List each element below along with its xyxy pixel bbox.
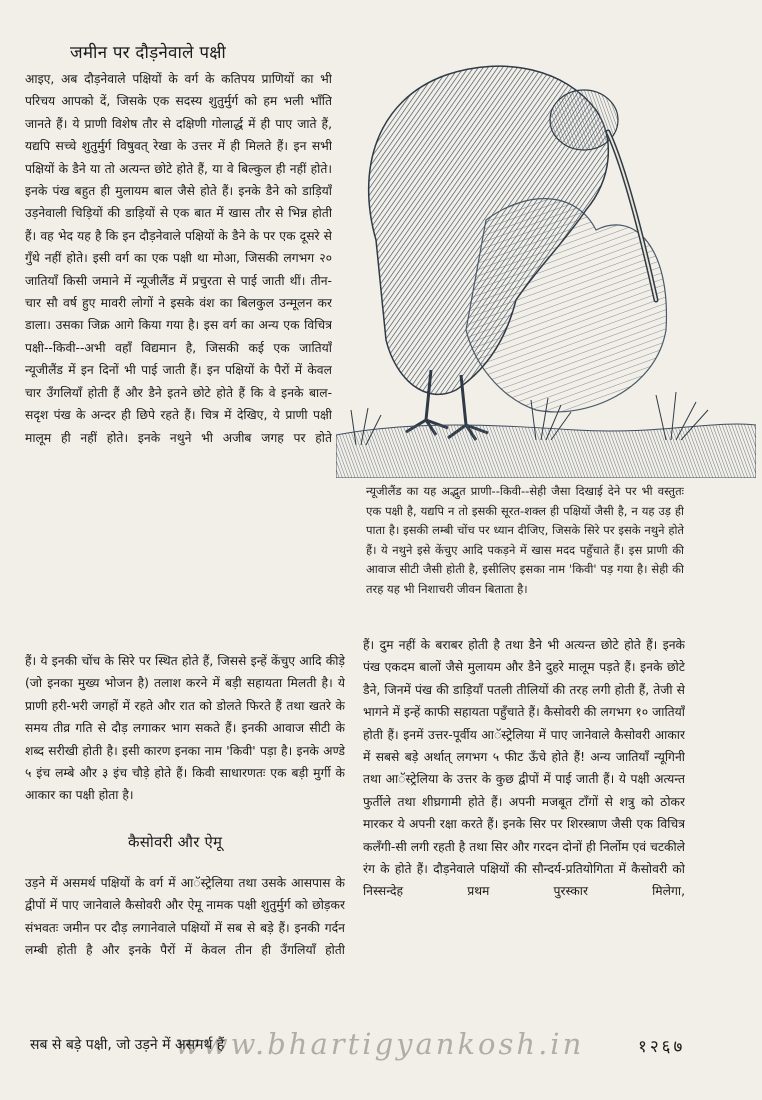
section-heading-cassowary: कैसोवरी और ऐमू (128, 833, 223, 851)
right-column-text: हैं। दुम नहीं के बराबर होती है तथा डैने भी अत्यन्त छोटे होते हैं। इनके पंख एकदम बालों जैसे मुलायम और डैने दुहरे मालूम पड़ते हैं। इनके छोटे डैने, जिनमें पंख की डाड़ियाँ पतली तीलियों की तरह लगी होती हैं, तेजी से भागने में इन्हें काफी सहायता पहुँचाते हैं। कैसोवरी की लगभग १० जातियाँ होती हैं। इनमें उत्तर-पूर्वीय आॅस्ट्रेलिया में पाए जानेवाले कैसोवरी आकार में सबसे बड़े अर्थात् लगभग ५ फीट ऊँचे होते हैं! अन्य जातियाँ न्यूगिनी तथा आॅस्ट्रेलिया के उत्तर के कुछ द्वीपों में पाई जाती हैं। ये पक्षी अत्यन्त फुर्तीले तथा शीघ्रगामी होते हैं। अपनी मजबूत टाँगों से शत्रु को ठोकर मारकर ये अपनी रक्षा करते हैं। इनके सिर पर शिरस्त्राण जैसी एक विचित्र कलँगी-सी लगी रहती है तथा सिर और गरदन दोनों ही निर्लोम एवं चटकीले रंग के होते हैं। दौड़नेवाले पक्षियों की सौन्दर्य-प्रतियोगिता में कैसोवरी को निस्सन्देह प्रथम पुरस्कार मिलेगा, (363, 638, 685, 899)
left-column-intro-text: आइए, अब दौड़नेवाले पक्षियों के वर्ग के कतिपय प्राणियों का भी परिचय आपको दें, जिसके एक सदस्य शुतुर्मुर्ग को हम भली भाँति जानते हैं। ये प्राणी विशेष तौर से दक्षिणी गोलार्द्ध में ही पाए जाते हैं, यद्यपि सच्चे शुतुर्मुर्ग विषुवत् रेखा के उत्तर में ही मिलते हैं। इन सभी पक्षियों के डैने या तो अत्यन्त छोटे होते हैं, या वे बिल्कुल ही नहीं होते। इनके पंख बहुत ही मुलायम बाल जैसे होते हैं। इनके डैने को डाड़ियाँ उड़नेवाली चिड़ियों की डाड़ियों से एक बात में खास तौर से भिन्न होती हैं। वह भेद यह है कि इन दौड़नेवाले पक्षियों के डैने के पर एक दूसरे से गुँथे नहीं होते। इसी वर्ग का एक पक्षी था मोआ, जिसकी लगभग २० जातियाँ किसी जमाने में न्यूजीलैंड में प्रचुरता से पाई जाती थीं। तीन-चार सौ वर्ष हुए मावरी लोगों ने इसके वंश का बिलकुल उन्मूलन कर डाला। उसका जिक्र आगे किया गया है। इस वर्ग का अन्य एक विचित्र पक्षी--किवी--अभी वहाँ विद्यमान है, जिसकी कई एक जातियाँ न्यूजीलैंड में इन दिनों भी पाई जाती हैं। इन पक्षियों के पैरों में केवल चार उँगलियाँ होती हैं और डैने इतने छोटे होते हैं कि वे इनके बाल-सदृश पंख के अन्दर ही छिपे रहते हैं। चित्र में देखिए, ये प्राणी पक्षी मालूम ही नहीं होते। इनके नथुने भी अजीब जगह पर होते (25, 72, 332, 445)
illustration-caption: न्यूजीलैंड का यह अद्भुत प्राणी--किवी--सेही जैसा दिखाई देने पर भी वस्तुतः एक पक्षी है, यद्यपि न तो इसकी सूरत-शक्ल ही पक्षियों जैसी है, न यह उड़ ही पाता है। इसकी लम्बी चोंच पर ध्यान दीजिए, जिसके सिरे पर इसके नथुने होते हैं। ये नथुने इसे केंचुए आदि पकड़ने में खास मदद पहुँचाते हैं। इस प्राणी की आवाज सीटी जैसी होती है, इसीलिए इसका नाम 'किवी' पड़ गया है। सेही की तरह यह भी निशाचरी जीवन बिताता है। (366, 484, 684, 596)
page-number: १२६७ (638, 1037, 686, 1057)
ground (336, 424, 756, 478)
page-title: जमीन पर दौड़नेवाले पक्षी (70, 43, 227, 63)
running-footer: सब से बड़े पक्षी, जो उड़ने में असमर्थ हैं (30, 1037, 225, 1053)
left-column-cassowary-text: उड़ने में असमर्थ पक्षियों के वर्ग में आॅस्ट्रेलिया तथा उसके आसपास के द्वीपों में पाए जानेवाले कैसोवरी और ऐमू नामक पक्षी शुतुर्मुर्ग को छोड़कर संभवतः जमीन पर दौड़ लगानेवाले पक्षियों में सब से बड़े हैं। इनकी गर्दन लम्बी होती है और इनके पैरों में केवल तीन ही उँगलियाँ होती (25, 876, 345, 958)
kiwi-bird-illustration (336, 40, 756, 478)
left-column-kiwi-text: हैं। ये इनकी चोंच के सिरे पर स्थित होते हैं, जिससे इन्हें केंचुए आदि कीड़े (जो इनका मुख्य भोजन है) तलाश करने में बड़ी सहायता मिलती है। ये प्राणी हरी-भरी जगहों में रहते और रात को डोलते फिरते हैं तथा खतरे के समय तीव्र गति से दौड़ लगाकर भाग सकते हैं। इनकी आवाज सीटी के शब्द सरीखी होती है। इसी कारण इनका नाम 'किवी' पड़ा है। इनके अण्डे ५ इंच लम्बे और ३ इंच चौड़े होते हैं। किवी साधारणतः एक बड़ी मुर्गी के आकार का पक्षी होता है। (25, 654, 345, 803)
kiwi-head (550, 90, 618, 150)
watermark: www.bhartigyankosh.in (175, 1027, 585, 1061)
